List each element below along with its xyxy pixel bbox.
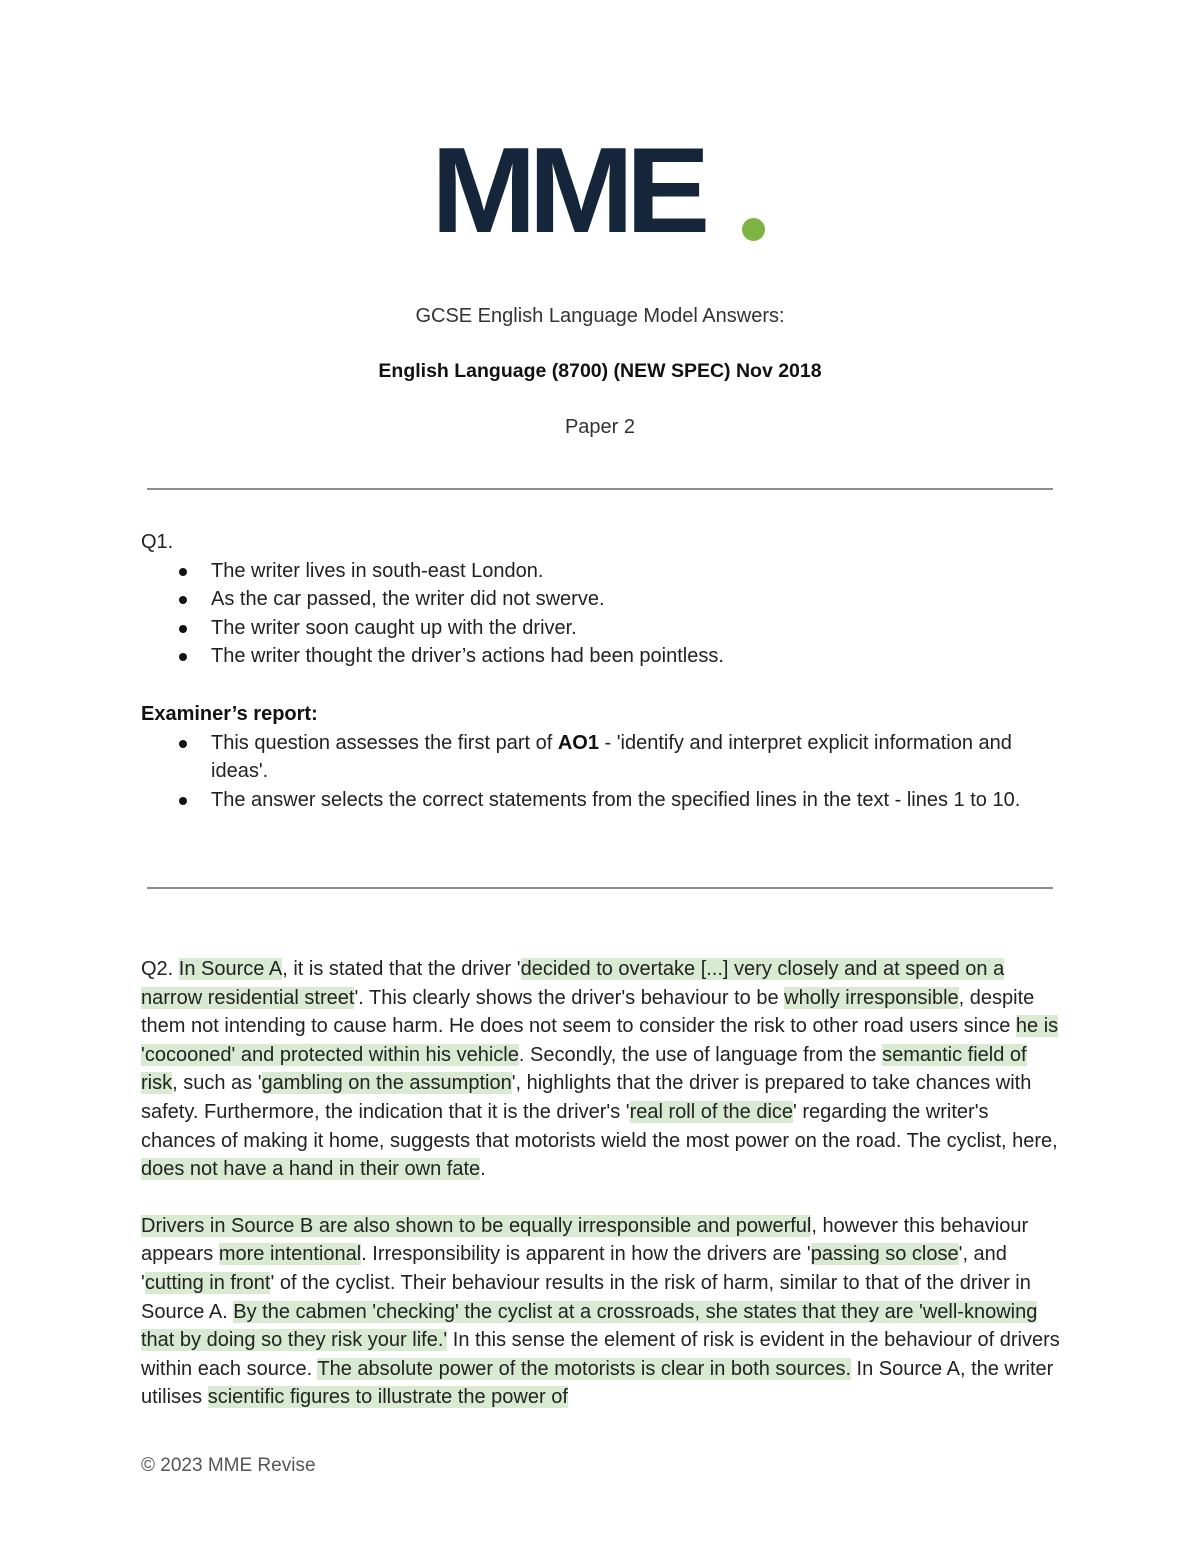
highlighted-text: scientific figures to illustrate the power of bbox=[207, 1386, 568, 1409]
list-item: The writer thought the driver’s actions had been pointless. bbox=[141, 642, 1061, 671]
text-run: , such as ' bbox=[172, 1072, 262, 1095]
text-run: Q2. bbox=[141, 958, 179, 980]
highlighted-text: semantic field of risk bbox=[141, 1043, 1027, 1095]
highlighted-text: wholly irresponsible bbox=[784, 986, 959, 1009]
mme-logo bbox=[431, 122, 771, 258]
text-run: . Irresponsibility is apparent in how the drivers are ' bbox=[361, 1243, 811, 1266]
text-run: In Source A, the writer utilises bbox=[141, 1357, 1054, 1409]
highlighted-text: passing so close bbox=[810, 1243, 959, 1266]
text-run: '. This clearly shows the driver's behaviour to be bbox=[354, 986, 785, 1009]
divider bbox=[147, 488, 1053, 490]
text-run: . Secondly, the use of language from the bbox=[518, 1043, 883, 1066]
logo-dot-icon bbox=[742, 218, 765, 241]
highlighted-text: he is 'cocooned' and protected within his vehicle bbox=[141, 1015, 1059, 1066]
list-item: As the car passed, the writer did not swerve. bbox=[141, 585, 1061, 614]
text-run: . bbox=[480, 1158, 486, 1181]
highlighted-text: gambling on the assumption bbox=[261, 1072, 512, 1095]
text-run: , it is stated that the driver ' bbox=[282, 958, 521, 980]
highlighted-text: does not have a hand in their own fate bbox=[141, 1158, 481, 1181]
bullet-text: - 'identify and interpret explicit information and ideas'. bbox=[211, 731, 1012, 783]
bullet-text: This question assesses the first part of bbox=[211, 731, 558, 754]
highlighted-text: cutting in front bbox=[144, 1271, 271, 1294]
footer-copyright: © 2023 MME Revise bbox=[141, 1455, 316, 1476]
text-run: ' regarding the writer's chances of making it home, suggests that motorists wield the most power on the road. The cyclist, here, bbox=[141, 1100, 1058, 1152]
logo-text: MME bbox=[431, 122, 703, 258]
list-item: The answer selects the correct statements from the specified lines in the text - lines 1 to 10. bbox=[141, 786, 1061, 815]
examiner-report-list bbox=[141, 729, 1061, 815]
q1-answer-list bbox=[141, 557, 1061, 671]
text-run: , however this behaviour appears bbox=[141, 1214, 1029, 1266]
text-run: ', highlights that the driver is prepared to take chances with safety. Furthermore, the indication that it is the driver's ' bbox=[141, 1072, 1032, 1123]
highlighted-text: decided to overtake [...] very closely and at speed on a narrow residential street bbox=[141, 958, 1005, 1009]
highlighted-text: real roll of the dice bbox=[629, 1100, 794, 1123]
q2-section bbox=[141, 955, 1063, 1440]
document-title: English Language (8700) (NEW SPEC) Nov 2018 bbox=[378, 360, 822, 382]
text-run: ', and ' bbox=[141, 1243, 1007, 1294]
highlighted-text: The absolute power of the motorists is clear in both sources. bbox=[317, 1357, 851, 1380]
paper-number: Paper 2 bbox=[564, 416, 636, 438]
ao1-label: AO1 bbox=[557, 731, 599, 754]
examiner-report bbox=[141, 700, 1061, 814]
q1-section bbox=[141, 528, 1061, 671]
list-item: The writer soon caught up with the driver. bbox=[141, 614, 1061, 643]
q2-paragraph-2 bbox=[141, 1212, 1063, 1412]
highlighted-text: more intentional bbox=[218, 1243, 362, 1266]
text-run: ' of the cyclist. Their behaviour results in the risk of harm, similar to that of the driver in Source A. bbox=[141, 1271, 1031, 1323]
list-item bbox=[141, 729, 1061, 786]
examiner-report-heading: Examiner’s report: bbox=[141, 703, 318, 725]
highlighted-text: By the cabmen 'checking' the cyclist at a crossroads, she states that they are 'well-knowing that by doing so they risk your life.' bbox=[141, 1300, 1038, 1352]
q2-paragraph-1 bbox=[141, 955, 1063, 1184]
text-run: , despite them not intending to cause harm. He does not seem to consider the risk to other road users since bbox=[141, 986, 1035, 1038]
text-run: In this sense the element of risk is evident in the behaviour of drivers within each source. bbox=[141, 1329, 1060, 1380]
q1-label: Q1. bbox=[141, 531, 174, 553]
divider bbox=[147, 887, 1053, 889]
document-subtitle: GCSE English Language Model Answers: bbox=[415, 305, 785, 327]
list-item: The writer lives in south-east London. bbox=[141, 557, 1061, 586]
highlighted-text: Drivers in Source B are also shown to be equally irresponsible and powerful bbox=[141, 1214, 812, 1237]
highlighted-text: In Source A bbox=[178, 958, 283, 980]
